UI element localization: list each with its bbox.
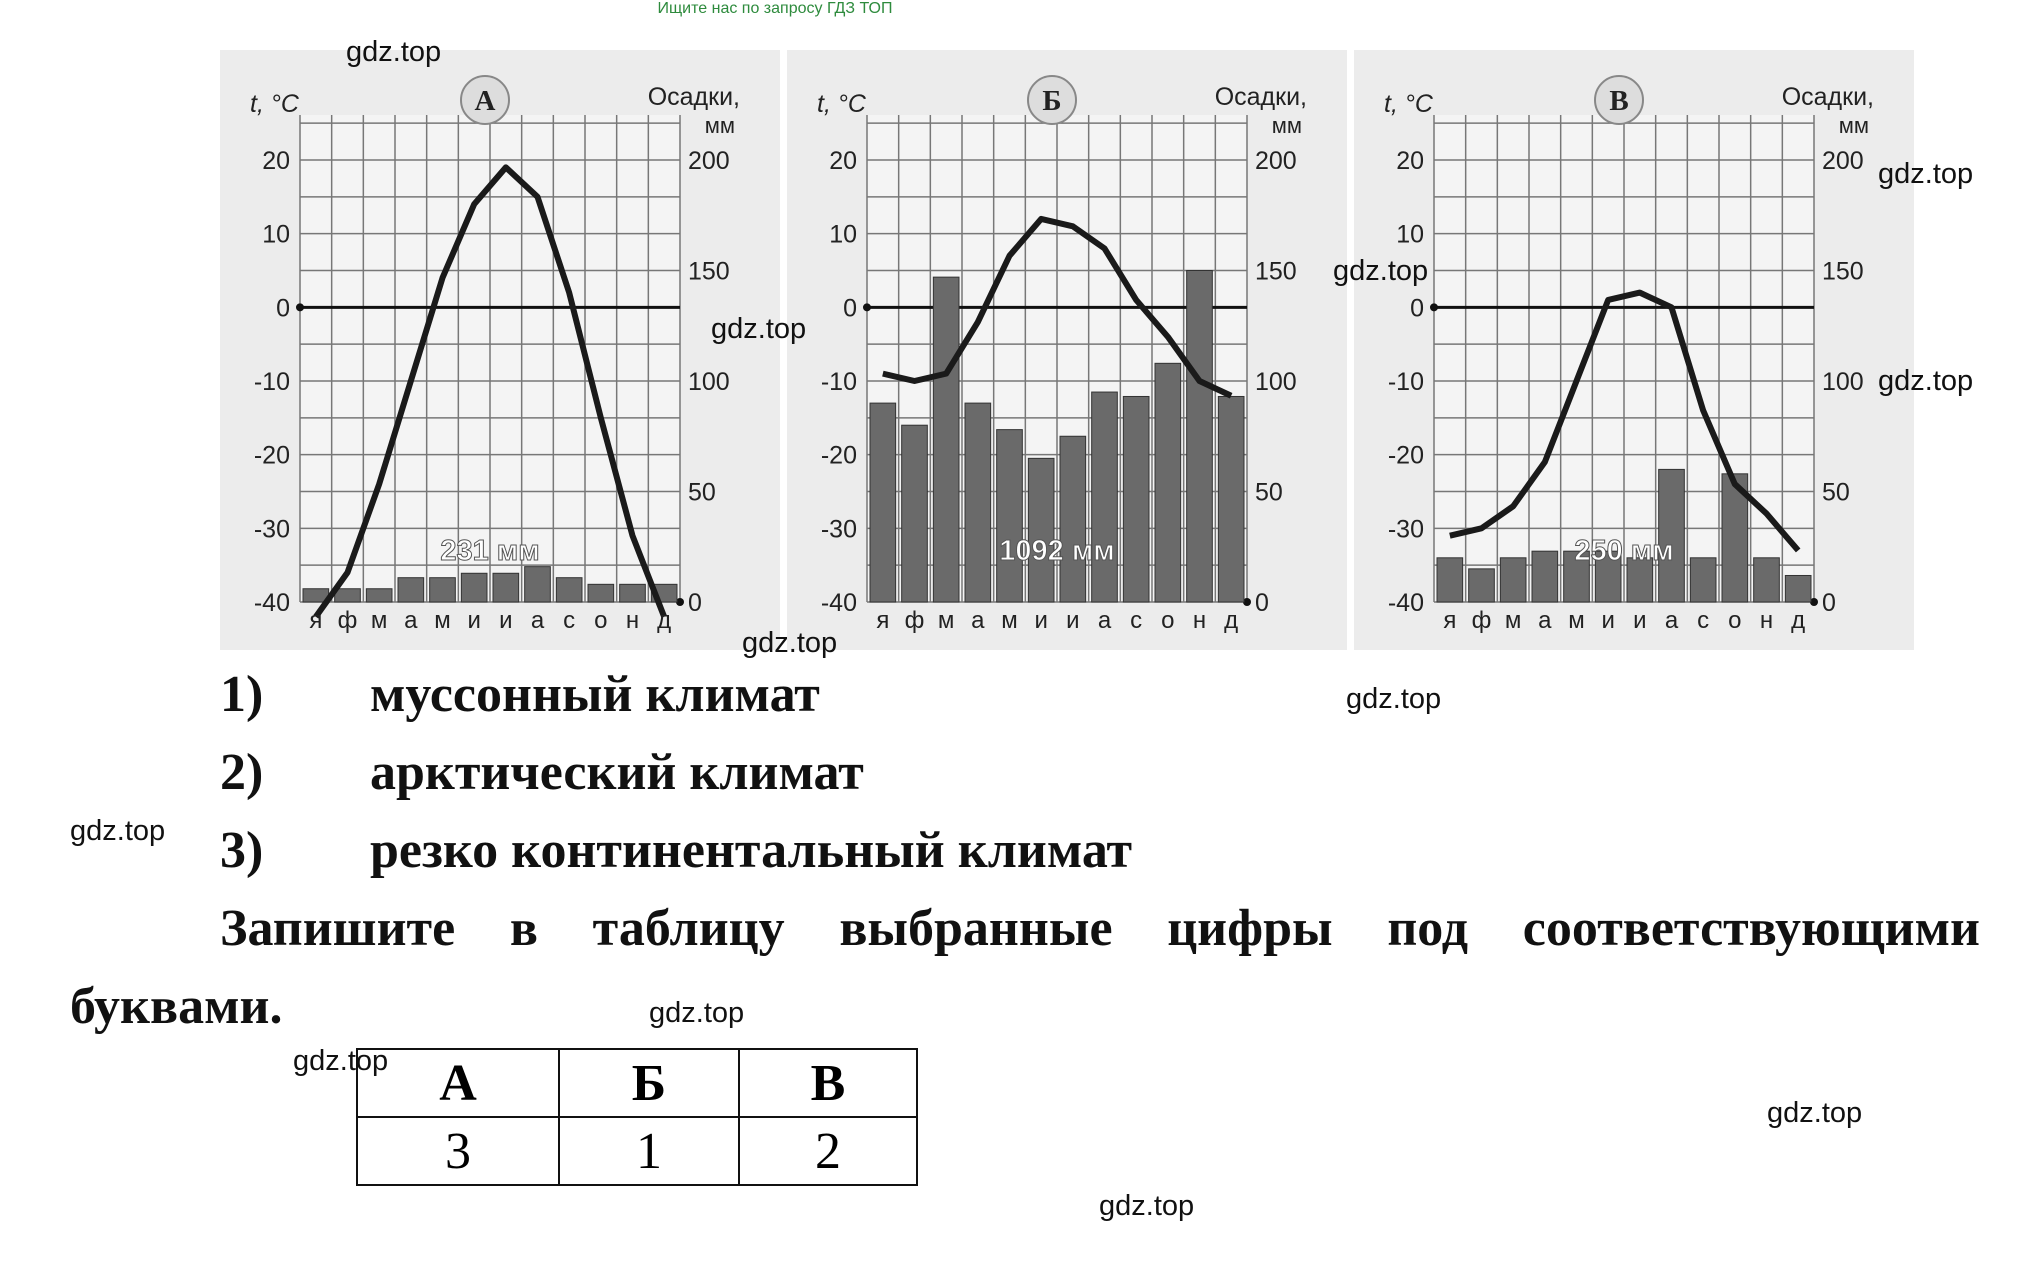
climate-chart-b xyxy=(787,50,1347,650)
temp-axis-label: t, °C xyxy=(817,90,866,118)
precip-unit-label: мм xyxy=(704,113,735,138)
option-number: 3) xyxy=(220,822,264,879)
precip-bar xyxy=(1028,458,1054,602)
month-tick-label: и xyxy=(1633,607,1647,634)
month-tick-label: и xyxy=(499,607,513,634)
zero-marker xyxy=(296,303,304,311)
temp-tick-label: -40 xyxy=(253,589,290,617)
instruction-line-2: буквами. xyxy=(70,978,283,1035)
temp-tick-label: -10 xyxy=(820,368,857,396)
precip-bar xyxy=(1092,392,1118,602)
month-tick-label: я xyxy=(876,607,890,634)
precip-tick-label: 0 xyxy=(688,589,702,617)
month-tick-label: и xyxy=(1601,607,1615,634)
precip-bar xyxy=(1754,558,1780,602)
month-tick-label: я xyxy=(309,607,323,634)
precip-bar xyxy=(1155,363,1181,602)
watermark: gdz.top xyxy=(711,313,807,345)
temp-tick-label: -30 xyxy=(253,515,290,544)
panel-label: А xyxy=(474,85,496,117)
precip-bar xyxy=(335,589,361,602)
precip-bar xyxy=(525,567,551,602)
month-tick-label: м xyxy=(434,607,451,634)
annual-total-label: 1092 мм xyxy=(999,535,1115,567)
precip-bar xyxy=(1785,575,1811,602)
month-tick-label: м xyxy=(1568,607,1585,634)
month-tick-label: ф xyxy=(904,607,925,634)
temp-tick-label: 20 xyxy=(829,147,857,175)
watermark: gdz.top xyxy=(1346,683,1442,715)
zero-marker xyxy=(863,303,871,311)
watermark: gdz.top xyxy=(1878,158,1974,190)
top-note: Ищите нас по запросу ГДЗ ТОП xyxy=(657,0,893,17)
month-tick-label: и xyxy=(1066,607,1080,634)
precip-axis-label: Осадки, xyxy=(1781,83,1874,111)
climate-chart-c xyxy=(1354,50,1914,650)
precip-axis-label: Осадки, xyxy=(1214,83,1307,111)
option-text: арктический климат xyxy=(370,744,864,801)
temp-tick-label: -10 xyxy=(1387,368,1424,396)
month-tick-label: с xyxy=(563,607,576,634)
temp-tick-label: -20 xyxy=(1387,441,1424,470)
temp-tick-label: -30 xyxy=(820,515,857,544)
temp-tick-label: 10 xyxy=(1396,220,1424,249)
temp-tick-label: -20 xyxy=(820,441,857,470)
precip-bar xyxy=(965,403,991,602)
precip-bar xyxy=(398,578,424,602)
annual-total-label: 231 мм xyxy=(440,535,540,567)
temp-tick-label: -20 xyxy=(253,441,290,470)
watermark: gdz.top xyxy=(1767,1097,1863,1129)
precip-bar xyxy=(1469,569,1495,602)
answer-header-c: В xyxy=(739,1049,917,1117)
month-tick-label: а xyxy=(1097,607,1112,634)
temp-tick-label: -30 xyxy=(1387,515,1424,544)
precip-bar xyxy=(1123,396,1149,602)
month-tick-label: и xyxy=(1034,607,1048,634)
precip-tick-label: 100 xyxy=(688,368,730,396)
month-tick-label: с xyxy=(1130,607,1143,634)
month-tick-label: н xyxy=(625,607,640,634)
watermark: gdz.top xyxy=(1878,365,1974,397)
precip-bar xyxy=(620,584,646,602)
month-tick-label: д xyxy=(657,607,672,634)
temp-tick-label: 10 xyxy=(829,220,857,249)
month-tick-label: д xyxy=(1791,607,1806,634)
month-tick-label: о xyxy=(594,607,608,634)
precip-bar xyxy=(902,425,928,602)
temp-tick-label: 0 xyxy=(1410,294,1424,323)
precip-tick-label: 200 xyxy=(1255,147,1297,175)
watermark: gdz.top xyxy=(742,627,838,659)
month-tick-label: а xyxy=(1538,607,1552,634)
temp-tick-label: 10 xyxy=(262,220,290,249)
precip-tick-label: 200 xyxy=(688,147,730,175)
precip-tick-label: 150 xyxy=(1822,257,1864,286)
temp-tick-label: 20 xyxy=(262,147,290,175)
precip-unit-label: мм xyxy=(1271,113,1302,138)
watermark: gdz.top xyxy=(346,36,442,68)
precip-unit-label: мм xyxy=(1838,113,1869,138)
temp-tick-label: 0 xyxy=(276,294,290,323)
answer-header-b: Б xyxy=(559,1049,739,1117)
precip-bar xyxy=(933,277,959,602)
precip-axis-label: Осадки, xyxy=(647,83,740,111)
climate-chart-a xyxy=(220,50,780,650)
month-tick-label: м xyxy=(370,607,388,634)
month-tick-label: ф xyxy=(337,607,358,634)
precip-bar xyxy=(556,578,582,602)
answer-header-a: А xyxy=(357,1049,559,1117)
month-tick-label: о xyxy=(1161,607,1175,634)
precip-bar xyxy=(1060,436,1086,602)
month-tick-label: м xyxy=(1504,607,1522,634)
precip-bar xyxy=(461,573,487,602)
temp-tick-label: 20 xyxy=(1396,147,1424,175)
temp-axis-label: t, °C xyxy=(250,90,299,118)
watermark: gdz.top xyxy=(649,997,745,1029)
precip-bar xyxy=(1218,396,1244,602)
temp-tick-label: -40 xyxy=(1387,589,1424,617)
month-tick-label: о xyxy=(1728,607,1742,634)
annual-total-label: 250 мм xyxy=(1574,535,1674,567)
watermark: gdz.top xyxy=(70,815,166,847)
answer-table xyxy=(356,1048,918,1186)
precip-bar xyxy=(493,573,519,602)
precip-tick-label: 100 xyxy=(1255,368,1297,396)
precip-bar xyxy=(1532,551,1558,602)
precip-bar xyxy=(1500,558,1526,602)
precip-bar xyxy=(430,578,456,602)
watermark: gdz.top xyxy=(1333,255,1429,287)
precip-tick-label: 150 xyxy=(688,257,730,286)
month-tick-label: н xyxy=(1192,607,1207,634)
answer-value-c: 2 xyxy=(739,1117,917,1185)
panel-label: Б xyxy=(1042,85,1062,117)
month-tick-label: ф xyxy=(1471,607,1492,634)
temp-tick-label: -40 xyxy=(820,589,857,617)
precip-bar xyxy=(1187,271,1213,603)
precip-bar xyxy=(870,403,896,602)
month-tick-label: с xyxy=(1697,607,1710,634)
temp-tick-label: 0 xyxy=(843,294,857,323)
zero-marker xyxy=(1430,303,1438,311)
month-tick-label: м xyxy=(1001,607,1018,634)
month-tick-label: д xyxy=(1224,607,1239,634)
option-text: резко континентальный климат xyxy=(370,822,1133,879)
option-number: 1) xyxy=(220,666,264,723)
watermark: gdz.top xyxy=(293,1045,389,1077)
month-tick-label: и xyxy=(467,607,481,634)
precip-tick-label: 50 xyxy=(1255,478,1283,507)
option-number: 2) xyxy=(220,744,264,801)
month-tick-label: я xyxy=(1443,607,1457,634)
panel-label: В xyxy=(1609,85,1629,117)
temp-tick-label: -10 xyxy=(253,368,290,396)
precip-tick-label: 200 xyxy=(1822,147,1864,175)
month-tick-label: а xyxy=(530,607,545,634)
precip-bar xyxy=(1690,558,1716,602)
month-tick-label: а xyxy=(971,607,985,634)
precip-tick-label: 50 xyxy=(688,478,716,507)
precip-tick-label: 50 xyxy=(1822,478,1850,507)
precip-bar xyxy=(997,430,1023,602)
month-tick-label: а xyxy=(1664,607,1679,634)
precip-tick-label: 0 xyxy=(1822,589,1836,617)
precip-tick-label: 150 xyxy=(1255,257,1297,286)
instruction-line-1: Запишите в таблицу выбранные цифры под соответствующими xyxy=(220,900,1980,957)
month-tick-label: а xyxy=(404,607,418,634)
month-tick-label: н xyxy=(1759,607,1774,634)
precip-tick-label: 100 xyxy=(1822,368,1864,396)
option-text: муссонный климат xyxy=(370,666,820,723)
answer-value-a: 3 xyxy=(357,1117,559,1185)
answer-value-b: 1 xyxy=(559,1117,739,1185)
precip-bar xyxy=(366,589,392,602)
precip-bar xyxy=(588,584,614,602)
month-tick-label: м xyxy=(937,607,955,634)
precip-tick-label: 0 xyxy=(1255,589,1269,617)
temp-axis-label: t, °C xyxy=(1384,90,1433,118)
watermark: gdz.top xyxy=(1099,1190,1195,1222)
precip-bar xyxy=(1437,558,1463,602)
